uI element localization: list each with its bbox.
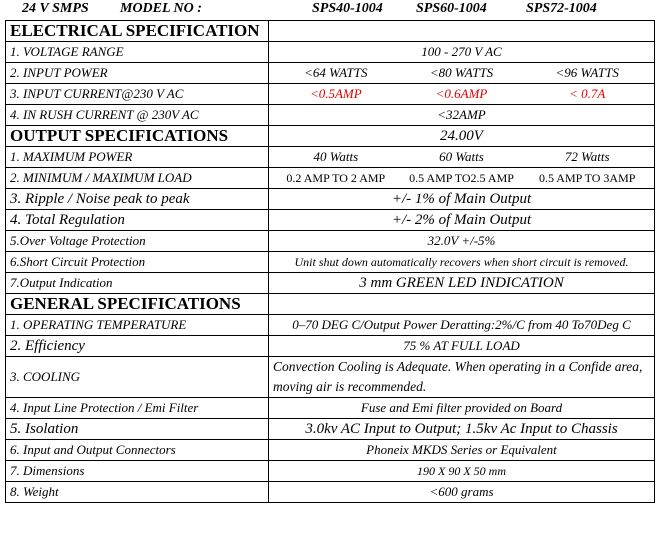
row-label: 7.Output Indication [6,273,269,294]
cooling-text: Convection Cooling is Adequate. When operating in a Confide area, moving air is recommended. [273,359,643,394]
row-label: 4. IN RUSH CURRENT @ 230V AC [6,105,269,126]
table-row [6,419,655,440]
section-row [6,21,655,42]
row-value [269,357,655,398]
table-row [6,315,655,336]
row-label: 2. MINIMUM / MAXIMUM LOAD [6,168,269,189]
model-3: SPS72-1004 [526,1,597,16]
row-value: 190 X 90 X 50 mm [269,461,655,482]
table-row [6,168,655,189]
row-value: Unit shut down automatically recovers when short circuit is removed. [269,252,655,273]
row-label: 3. COOLING [6,357,269,398]
row-label: 1. OPERATING TEMPERATURE [6,315,269,336]
table-row [6,336,655,357]
row-label: 1. MAXIMUM POWER [6,147,269,168]
row-value: 3 mm GREEN LED INDICATION [269,273,655,294]
row-value: 75 % AT FULL LOAD [269,336,655,357]
row-value [269,63,655,84]
row-value: 3.0kv AC Input to Output; 1.5kv Ac Input to Chassis [269,419,655,440]
row-label: 2. INPUT POWER [6,63,269,84]
table-row [6,461,655,482]
row-label: 6.Short Circuit Protection [6,252,269,273]
value-model-2: <0.6AMP [435,86,488,101]
section-general-value [269,294,655,315]
model-2: SPS60-1004 [416,1,487,16]
value-model-1: <64 WATTS [304,65,368,80]
value-model-2: 0.5 AMP TO2.5 AMP [409,170,514,185]
row-label: 5. Isolation [6,419,269,440]
value-model-1: <0.5AMP [309,86,362,101]
value-model-1: 40 Watts [313,149,359,164]
table-row [6,84,655,105]
header [0,0,658,21]
section-electrical-value [269,21,655,42]
value-model-3: 72 Watts [564,149,610,164]
row-label: 2. Efficiency [6,336,269,357]
table-row [6,398,655,419]
table-row [6,210,655,231]
value-model-1: 0.2 AMP TO 2 AMP [286,170,386,185]
section-general: GENERAL SPECIFICATIONS [6,294,269,315]
value-model-3: <96 WATTS [555,65,619,80]
row-value: 32.0V +/-5% [269,231,655,252]
value-model-2: <80 WATTS [429,65,494,80]
table-row [6,482,655,503]
row-label: 3. INPUT CURRENT@230 V AC [6,84,269,105]
table-row [6,105,655,126]
table-row [6,440,655,461]
section-row [6,126,655,147]
row-value [269,147,655,168]
row-label: 4. Input Line Protection / Emi Filter [6,398,269,419]
row-value: +/- 2% of Main Output [269,210,655,231]
spec-table [5,20,655,503]
row-label: 7. Dimensions [6,461,269,482]
row-label: 1. VOLTAGE RANGE [6,42,269,63]
section-output: OUTPUT SPECIFICATIONS [6,126,269,147]
model-1: SPS40-1004 [312,1,383,16]
table-row [6,252,655,273]
table-row [6,63,655,84]
value-model-3: 0.5 AMP TO 3AMP [538,170,636,185]
row-label: 5.Over Voltage Protection [6,231,269,252]
row-value [269,84,655,105]
row-value: Phoneix MKDS Series or Equivalent [269,440,655,461]
value-model-3: < 0.7A [569,86,606,101]
row-value: <600 grams [269,482,655,503]
table-row [6,273,655,294]
table-row [6,231,655,252]
section-output-value: 24.00V [269,126,655,147]
row-value: +/- 1% of Main Output [269,189,655,210]
row-value: Fuse and Emi filter provided on Board [269,398,655,419]
row-value: 100 - 270 V AC [269,42,655,63]
row-label: 4. Total Regulation [6,210,269,231]
section-row [6,294,655,315]
value-model-2: 60 Watts [439,149,484,164]
product-title: 24 V SMPS [22,1,89,16]
row-value [269,168,655,189]
model-label: MODEL NO : [120,1,202,16]
row-label: 8. Weight [6,482,269,503]
table-row [6,42,655,63]
table-row [6,189,655,210]
table-row [6,147,655,168]
section-electrical: ELECTRICAL SPECIFICATION [6,21,269,42]
table-row [6,357,655,398]
row-label: 6. Input and Output Connectors [6,440,269,461]
row-label: 3. Ripple / Noise peak to peak [6,189,269,210]
row-value: 0–70 DEG C/Output Power Deratting:2%/C from 40 To70Deg C [269,315,655,336]
row-value: <32AMP [269,105,655,126]
